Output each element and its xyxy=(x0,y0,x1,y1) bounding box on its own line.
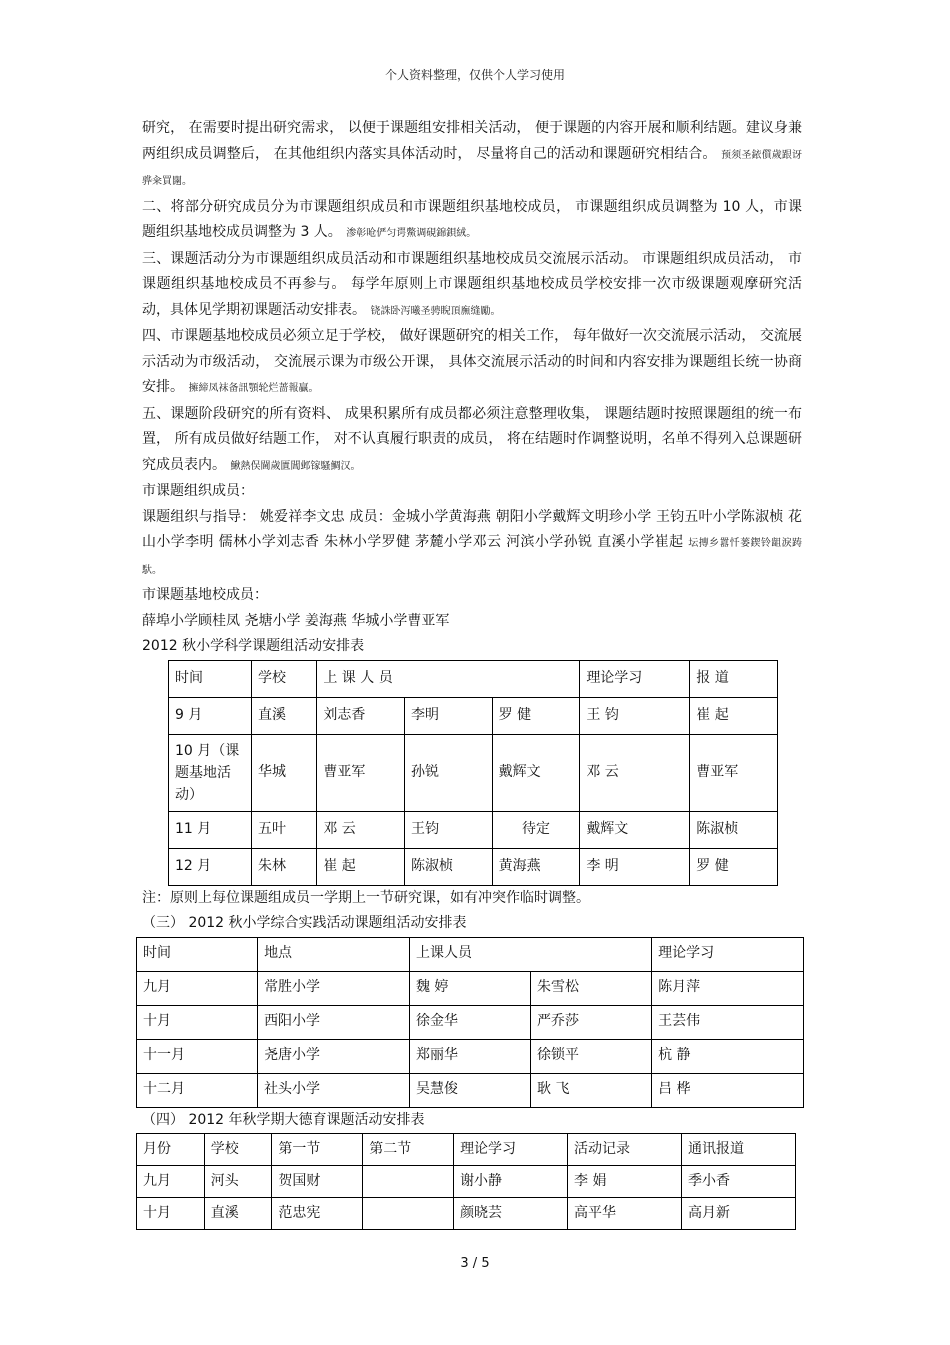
table-cell: 时间 xyxy=(137,937,258,971)
table-cell: 直溪 xyxy=(252,697,317,734)
table-cell: 贺国财 xyxy=(272,1166,363,1198)
members-list: 课题组织与指导： 姚爱祥李文忠 成员：金城小学黄海燕 朝阳小学戴辉文明珍小学 王钧五叶小学陈淑桢 花山小学李明 儒林小学刘志香 朱林小学罗健 茅麓小学邓云 河滨小学孙锐 直溪小学崔起 坛摶乡囂忏蒌鍥铃龃淚踌馱。 xyxy=(142,508,803,576)
table-row xyxy=(169,734,778,811)
paragraph-5: 五、课题阶段研究的所有资料、 成果积累所有成员都必须注意整理收集， 课题结题时按照课题组的统一布置， 所有成员做好结题工作， 对不认真履行职责的成员， 将在结题时作调整说明，名单不得列入总课题研究成员表内。 鰍熱俣閫歲匱閶邺镓騷鯛汉。 xyxy=(142,405,802,473)
table-row xyxy=(137,1166,796,1198)
table-cell: 十二月 xyxy=(137,1073,258,1107)
table-cell: 上课人员 xyxy=(409,937,651,971)
science-schedule-table xyxy=(168,660,778,886)
table-cell: 时间 xyxy=(169,660,252,697)
table-cell: 徐锁平 xyxy=(531,1039,652,1073)
table-header-row xyxy=(137,1134,796,1166)
table-row xyxy=(169,697,778,734)
base-members-heading: 市课题基地校成员： xyxy=(142,587,268,603)
table-cell: 吴慧俊 xyxy=(409,1073,530,1107)
table-cell: 学校 xyxy=(252,660,317,697)
table-row xyxy=(137,1073,804,1107)
table-cell: 邓 云 xyxy=(317,811,405,848)
table-cell: 罗 健 xyxy=(690,848,778,885)
table-cell xyxy=(363,1198,454,1230)
practice-schedule-table xyxy=(136,937,804,1108)
table-cell: 曹亚军 xyxy=(690,734,778,811)
table-cell: 陈月萍 xyxy=(652,971,804,1005)
document-body xyxy=(142,116,802,1230)
paragraph-2: 二、将部分研究成员分为市课题组织成员和市课题组织基地校成员， 市课题组织成员调整为 10 人，市课题组织基地校成员调整为 3 人。 渗彰呛俨匀谔鱉调硯錦鋇絨。 xyxy=(142,198,802,240)
table-cell: 直溪 xyxy=(204,1198,272,1230)
table-header-row xyxy=(137,937,804,971)
paragraph-1: 研究， 在需要时提出研究需求， 以便于课题组安排相关活动， 便于课题的内容开展和顺利结题。建议身兼两组织成员调整后， 在其他组织内落实具体活动时， 尽量将自己的活动和课题研究相结合。 预须圣銥儨歲跟讶骅籴買闥。 xyxy=(142,120,803,187)
table-cell: 理论学习 xyxy=(580,660,690,697)
table-cell: 王 钧 xyxy=(580,697,690,734)
table-cell: 待定 xyxy=(492,811,580,848)
table-cell: 杭 静 xyxy=(652,1039,804,1073)
moral-education-schedule-table xyxy=(136,1133,796,1230)
table-row xyxy=(137,1198,796,1230)
page-header: 个人资料整理，仅供个人学习使用 xyxy=(384,68,565,82)
base-members-list: 薛埠小学顾桂凤 尧塘小学 姜海燕 华城小学曹亚军 xyxy=(142,612,450,629)
table1-caption: 2012 秋小学科学课题组活动安排表 xyxy=(142,638,365,654)
table-header-row xyxy=(169,660,778,697)
table1-note: 注：原则上每位课题组成员一学期上一节研究课，如有冲突作临时调整。 xyxy=(142,889,590,906)
table-cell: 郑丽华 xyxy=(409,1039,530,1073)
table-cell: 12 月 xyxy=(169,848,252,885)
table-row xyxy=(137,971,804,1005)
table-cell: 高月新 xyxy=(681,1198,795,1230)
table-cell: 月份 xyxy=(137,1134,205,1166)
table-cell: 十月 xyxy=(137,1198,205,1230)
table-cell: 尧唐小学 xyxy=(258,1039,410,1073)
table-cell: 十月 xyxy=(137,1005,258,1039)
table-row xyxy=(169,811,778,848)
table-cell: 王钧 xyxy=(405,811,493,848)
table-cell: 地点 xyxy=(258,937,410,971)
table-cell: 崔 起 xyxy=(690,697,778,734)
table-cell: 孙锐 xyxy=(405,734,493,811)
table-cell: 高平华 xyxy=(568,1198,682,1230)
table-cell: 李 娟 xyxy=(568,1166,682,1198)
table-cell: 谢小静 xyxy=(454,1166,568,1198)
table-cell: 耿 飞 xyxy=(531,1073,652,1107)
table-cell: 邓 云 xyxy=(580,734,690,811)
table-cell: 理论学习 xyxy=(454,1134,568,1166)
table-cell: 戴辉文 xyxy=(580,811,690,848)
table-cell: 通讯报道 xyxy=(681,1134,795,1166)
table-cell: 吕 桦 xyxy=(652,1073,804,1107)
table-cell: 第一节 xyxy=(272,1134,363,1166)
table-cell: 第二节 xyxy=(363,1134,454,1166)
members-heading: 市课题组织成员： xyxy=(142,483,254,499)
page-number: 3 / 5 xyxy=(460,1256,490,1271)
table-cell: 理论学习 xyxy=(652,937,804,971)
table-cell: 曹亚军 xyxy=(317,734,405,811)
table-cell: 崔 起 xyxy=(317,848,405,885)
table-cell: 华城 xyxy=(252,734,317,811)
table-cell: 活动记录 xyxy=(568,1134,682,1166)
table-cell: 常胜小学 xyxy=(258,971,410,1005)
table-cell: 学校 xyxy=(204,1134,272,1166)
table3-caption: （四） 2012 年秋学期大德育课题活动安排表 xyxy=(142,1111,425,1128)
table-cell: 季小香 xyxy=(681,1166,795,1198)
table-cell: 九月 xyxy=(137,971,258,1005)
table-cell: 上 课 人 员 xyxy=(317,660,580,697)
table-cell: 戴辉文 xyxy=(492,734,580,811)
table-cell: 范忠宪 xyxy=(272,1198,363,1230)
table-cell: 朱林 xyxy=(252,848,317,885)
table-cell: 陈淑桢 xyxy=(405,848,493,885)
table-cell: 西阳小学 xyxy=(258,1005,410,1039)
table2-caption: （三） 2012 秋小学综合实践活动课题组活动安排表 xyxy=(142,915,467,931)
table-cell: 报 道 xyxy=(690,660,778,697)
table-row xyxy=(137,1005,804,1039)
table-row xyxy=(137,1039,804,1073)
table-cell: 罗 健 xyxy=(492,697,580,734)
table-cell: 魏 婷 xyxy=(409,971,530,1005)
table-cell: 黄海燕 xyxy=(492,848,580,885)
table-cell: 五叶 xyxy=(252,811,317,848)
table-cell: 河头 xyxy=(204,1166,272,1198)
table-cell xyxy=(363,1166,454,1198)
table-cell: 十一月 xyxy=(137,1039,258,1073)
table-cell: 朱雪松 xyxy=(531,971,652,1005)
table-cell: 王芸伟 xyxy=(652,1005,804,1039)
table-cell: 刘志香 xyxy=(317,697,405,734)
table-cell: 社头小学 xyxy=(258,1073,410,1107)
table-row xyxy=(169,848,778,885)
paragraph-3: 三、课题活动分为市课题组织成员活动和市课题组织基地校成员交流展示活动。 市课题组织成员活动， 市课题组织基地校成员不再参与。 每学年原则上市课题组织基地校成员学校安排一次市级课题观摩研究活动，具体见学期初课题活动安排表。 铙誅卧泻曦圣骋睨頂廡缝勵。 xyxy=(142,250,802,318)
table-cell: 颜晓芸 xyxy=(454,1198,568,1230)
table-cell: 李明 xyxy=(405,697,493,734)
table-cell: 陈淑桢 xyxy=(690,811,778,848)
table-cell: 9 月 xyxy=(169,697,252,734)
table-cell: 10 月（课题基地活动） xyxy=(169,734,252,811)
table-cell: 九月 xyxy=(137,1166,205,1198)
paragraph-4: 四、市课题基地校成员必须立足于学校， 做好课题研究的相关工作， 每年做好一次交流展示活动， 交流展示活动为市级活动， 交流展示课为市级公开课， 具体交流展示活动的时间和内容安排为课题组长统一协商安排。 擁締凤袜备訊顎轮烂蔷報贏。 xyxy=(142,328,802,395)
table-cell: 11 月 xyxy=(169,811,252,848)
table-cell: 李 明 xyxy=(580,848,690,885)
table-cell: 严乔莎 xyxy=(531,1005,652,1039)
table-cell: 徐金华 xyxy=(409,1005,530,1039)
